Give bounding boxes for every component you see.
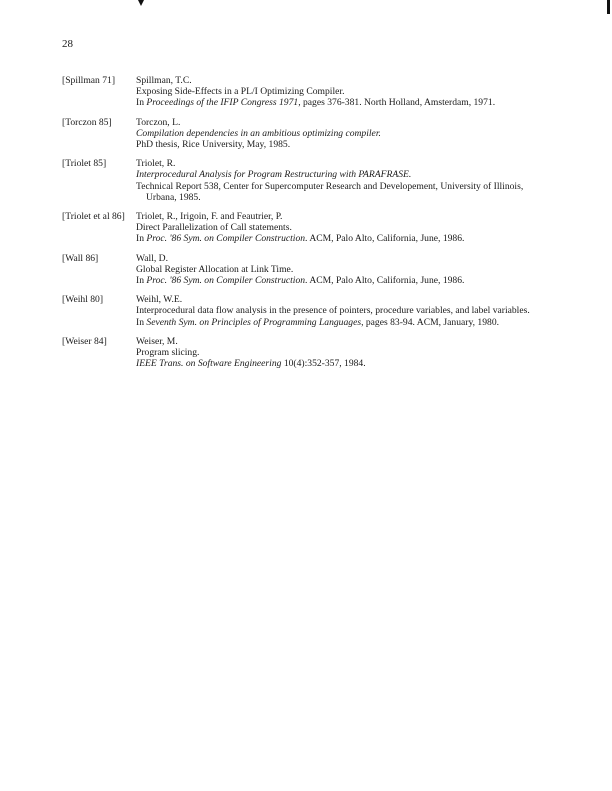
citation-key: [Triolet et al 86]	[62, 211, 125, 223]
reference-title: Interprocedural Analysis for Program Restructuring with PARAFRASE.	[136, 169, 412, 181]
venue-details: , pages 376-381. North Holland, Amsterdam, 1971.	[298, 97, 496, 109]
reference-venue	[136, 358, 542, 369]
citation-key: [Weihl 80]	[62, 294, 104, 306]
reference-title: Direct Parallelization of Call statements.	[136, 222, 292, 234]
reference-body	[136, 294, 542, 328]
reference-entry	[62, 253, 542, 287]
reference-body	[136, 336, 542, 370]
reference-body	[136, 158, 542, 203]
reference-body	[136, 117, 542, 151]
reference-list	[62, 75, 542, 377]
reference-author: Weihl, W.E.	[136, 294, 183, 306]
reference-venue	[136, 233, 542, 244]
reference-details: Technical Report 538, Center for Supercomputer Research and Developement, University of Illinois, Urbana, 1985.	[136, 180, 524, 203]
citation-key: [Wall 86]	[62, 252, 99, 264]
reference-title: Exposing Side-Effects in a PL/I Optimizing Compiler.	[136, 86, 345, 98]
reference-author: Spillman, T.C.	[136, 75, 192, 86]
venue-details: 10(4):352-357, 1984.	[281, 358, 366, 370]
venue-prefix: In	[136, 97, 147, 109]
venue-details: . ACM, Palo Alto, California, June, 1986.	[305, 233, 465, 245]
reference-title: Interprocedural data flow analysis in the presence of pointers, procedure variables, and label variables.	[136, 305, 530, 317]
reference-body	[136, 253, 542, 287]
reference-entry	[62, 117, 542, 151]
page-number: 28	[62, 38, 73, 50]
venue-name: Proceedings of the IFIP Congress 1971	[146, 97, 299, 109]
reference-author: Triolet, R., Irigoin, F. and Feautrier, P.	[136, 211, 283, 223]
venue-prefix: In	[136, 233, 147, 245]
reference-title: Global Register Allocation at Link Time.	[136, 263, 294, 275]
reference-author: Weiser, M.	[136, 335, 178, 347]
venue-prefix: In	[136, 316, 147, 328]
venue-name: Proc. '86 Sym. on Compiler Construction	[146, 275, 306, 287]
scan-mark-arrow	[138, 0, 144, 6]
reference-venue	[136, 275, 542, 286]
venue-name: IEEE Trans. on Software Engineering	[136, 358, 282, 370]
citation-key: [Triolet 85]	[62, 158, 107, 170]
reference-venue	[136, 97, 542, 108]
scan-mark-bar	[607, 0, 610, 14]
reference-author: Torczon, L.	[136, 116, 181, 128]
reference-entry	[62, 211, 542, 245]
venue-prefix: In	[136, 275, 147, 287]
reference-title: Program slicing.	[136, 347, 200, 359]
reference-entry	[62, 336, 542, 370]
venue-details: . ACM, Palo Alto, California, June, 1986.	[305, 275, 465, 287]
citation-key: [Weiser 84]	[62, 335, 107, 347]
reference-details: PhD thesis, Rice University, May, 1985.	[136, 139, 291, 151]
venue-name: Seventh Sym. on Principles of Programming Languages	[146, 316, 362, 328]
citation-key: [Torczon 85]	[62, 116, 112, 128]
reference-author: Triolet, R.	[136, 158, 176, 170]
reference-title: Compilation dependencies in an ambitious optimizing compiler.	[136, 127, 381, 139]
reference-venue	[136, 317, 542, 328]
reference-body	[136, 75, 542, 109]
reference-entry	[62, 75, 542, 109]
venue-name: Proc. '86 Sym. on Compiler Construction	[146, 233, 306, 245]
reference-entry	[62, 294, 542, 328]
citation-key: [Spillman 71]	[62, 75, 116, 86]
reference-entry	[62, 158, 542, 203]
venue-details: , pages 83-94. ACM, January, 1980.	[361, 316, 500, 328]
reference-author: Wall, D.	[136, 252, 168, 264]
reference-body	[136, 211, 542, 245]
